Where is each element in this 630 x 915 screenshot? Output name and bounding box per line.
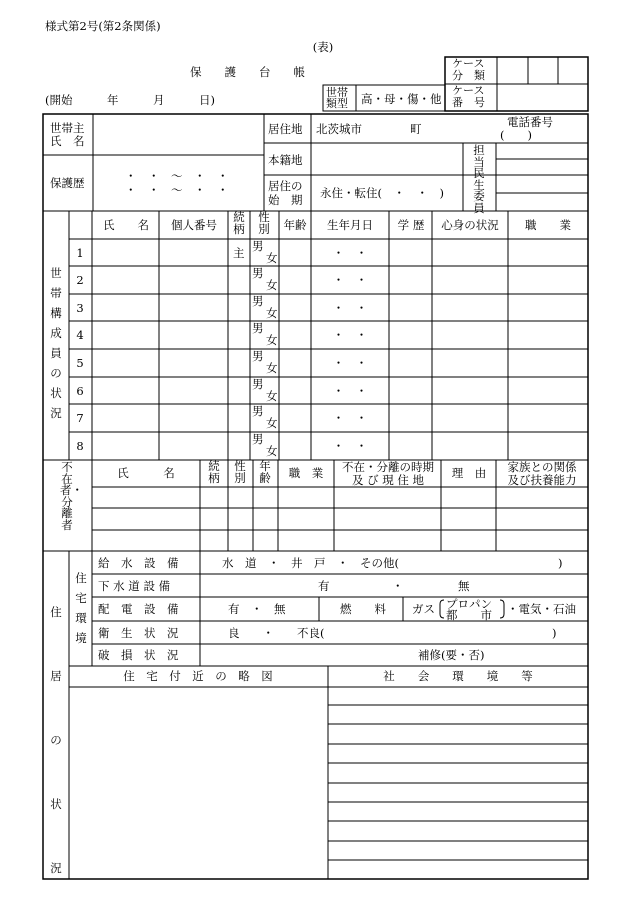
officer-label: 担当民生委員 (473, 143, 485, 215)
sewer-no: 無 (458, 579, 470, 593)
member-sex-female: 女 (266, 251, 278, 265)
member-sex-female: 女 (266, 444, 278, 458)
member-sex-male: 男 (252, 266, 264, 280)
history-row-1: ・ ・ ～ ・ ・ (125, 169, 229, 183)
member-sex-male: 男 (252, 404, 264, 418)
col-job: 職 業 (525, 218, 571, 232)
damage-value: 補修(要・否) (418, 648, 485, 662)
household-type-options: 高・母・傷・他 (361, 92, 442, 106)
col-id: 個人番号 (171, 218, 217, 232)
water-value: 水 道 ・ 井 戸 ・ その他( (222, 556, 399, 570)
residence-city: 北茨城市 (316, 122, 362, 136)
phone-parens: ( ) (500, 128, 532, 142)
right-brace-icon (500, 600, 504, 618)
side-label: (表) (312, 40, 334, 54)
page-title: 保 護 台 帳 (190, 65, 305, 79)
member-birthdate: ・ ・ (332, 328, 368, 342)
member-sex-male: 男 (252, 321, 264, 335)
history-row-2: ・ ・ ～ ・ ・ (125, 183, 229, 197)
member-sex-female: 女 (266, 306, 278, 320)
sanitation-value: 良 ・ 不良( (228, 626, 325, 640)
damage-label: 破 損 状 況 (98, 648, 179, 662)
gas-label: ガス (412, 602, 435, 616)
sanitation-label: 衛 生 状 況 (98, 626, 179, 640)
member-birthdate: ・ ・ (332, 301, 368, 315)
housing-section-label: 住居の状況 (50, 605, 62, 875)
abs-col-job: 職 業 (288, 466, 324, 480)
abs-col-period-1: 不在・分離の時期 (342, 460, 434, 474)
residence-start-label: 居住の始 期 (268, 179, 303, 207)
col-relation: 続柄 (233, 210, 245, 236)
gas-city: 都 市 (446, 608, 492, 622)
member-row-number: 7 (76, 411, 84, 425)
member-sex-female: 女 (266, 278, 278, 292)
abs-col-age: 年齢 (259, 459, 271, 485)
col-education: 学 歴 (397, 218, 425, 232)
member-birthdate: ・ ・ (332, 356, 368, 370)
residence-town: 町 (410, 122, 422, 136)
member-sex-male: 男 (252, 432, 264, 446)
member-sex-female: 女 (266, 333, 278, 347)
abs-col-period-2: 及 び 現 住 地 (351, 473, 425, 487)
env-label: 住宅環境 (75, 571, 87, 645)
member-sex-male: 男 (252, 239, 264, 253)
member-sex-male: 男 (252, 294, 264, 308)
water-close: ) (558, 556, 563, 570)
phone-label: 電話番号 (507, 115, 553, 129)
sanitation-close: ) (552, 626, 557, 640)
start-date: (開始 年 月 日) (45, 93, 215, 107)
col-health: 心身の状況 (441, 218, 499, 232)
history-label: 保護歴 (50, 176, 85, 190)
col-sex: 性別 (258, 210, 270, 236)
member-row-number: 8 (76, 439, 84, 453)
member-row-number: 4 (76, 328, 84, 342)
social-env-label: 社 会 環 境 等 (383, 669, 533, 683)
member-birthdate: ・ ・ (332, 439, 368, 453)
gas-propane: プロパン (446, 597, 492, 611)
water-label: 給 水 設 備 (98, 556, 179, 570)
col-birth: 生年月日 (327, 218, 373, 232)
abs-col-relation: 続柄 (208, 459, 220, 485)
col-name: 氏 名 (103, 218, 149, 232)
member-sex-female: 女 (266, 361, 278, 375)
household-type-label: 世帯類型 (326, 86, 348, 110)
abs-col-family-2: 及び扶養能力 (507, 473, 577, 487)
member-sex-male: 男 (252, 377, 264, 391)
member-row-number: 5 (76, 356, 84, 370)
domicile-label: 本籍地 (268, 153, 303, 167)
abs-col-name: 氏 名 (117, 466, 175, 480)
sewer-dot: ・ (392, 579, 404, 593)
power-label: 配 電 設 備 (98, 602, 179, 616)
map-label: 住 宅 付 近 の 略 図 (123, 669, 273, 683)
case-class-label: ケース分 類 (452, 57, 485, 82)
form-number: 様式第2号(第2条関係) (45, 19, 161, 33)
member-birthdate: ・ ・ (332, 384, 368, 398)
sewer-yes: 有 (318, 579, 330, 593)
abs-col-reason: 理 由 (451, 466, 487, 480)
member-sex-male: 男 (252, 349, 264, 363)
case-number-label: ケース番 号 (452, 84, 485, 109)
member-birthdate: ・ ・ (332, 411, 368, 425)
abs-col-sex: 性別 (234, 459, 246, 485)
power-value: 有 ・ 無 (228, 602, 286, 616)
fuel-other: ・電気・石油 (507, 602, 576, 616)
member-row-number: 3 (76, 301, 84, 315)
abs-col-family-1: 家族との関係 (507, 460, 577, 474)
residence-start-value: 永住・転住( ・ ・ ) (320, 186, 444, 200)
absentees-section-label: 不在者・分離者 (60, 460, 83, 532)
member-birthdate: ・ ・ (332, 273, 368, 287)
member-row-number: 6 (76, 384, 84, 398)
member-row-number: 1 (76, 246, 84, 260)
col-age: 年齢 (283, 218, 307, 232)
sewer-label: 下 水 道 設 備 (98, 579, 171, 593)
fuel-label: 燃 料 (340, 602, 386, 616)
member-birthdate: ・ ・ (332, 246, 368, 260)
members-section-label: 世帯構成員の状況 (50, 266, 62, 420)
member-relation: 主 (233, 246, 245, 260)
member-sex-female: 女 (266, 416, 278, 430)
residence-label: 居住地 (268, 122, 303, 136)
left-brace-icon (440, 600, 444, 618)
member-sex-female: 女 (266, 389, 278, 403)
head-name-label: 世帯主氏 名 (50, 121, 85, 148)
member-row-number: 2 (76, 273, 84, 287)
